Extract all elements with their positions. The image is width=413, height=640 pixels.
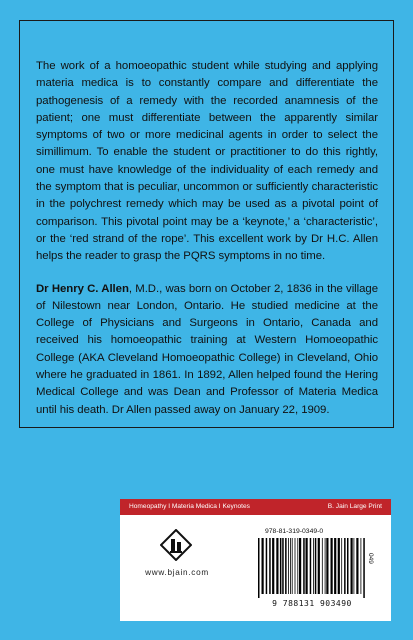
back-cover-text — [36, 58, 378, 434]
author-name: Dr Henry C. Allen — [36, 282, 129, 295]
publisher-panel — [120, 499, 391, 621]
bio-text: , M.D., was born on October 2, 1836 in the village of Nilestown near London, Ontario. He studied medicine at the College of Physicians and Surgeons in Ontario, Canada and received his homoeopathic training at Western Homoeopathic College (AKA Cleveland Homoeopathic College) in Cleveland, Ohio where he graduated in 1861. In 1892, Allen helped found the Hering Medical College and was Dean and Professor of Materia Medica until his death. Dr Allen passed away on January 22, 1909. — [36, 282, 378, 416]
category-band — [120, 499, 391, 515]
website-url[interactable]: www.bjain.com — [145, 568, 209, 577]
isbn-number: 978-81-319-0349-0 — [265, 528, 324, 535]
bjain-logo-icon — [160, 529, 192, 561]
barcode-digits: 9 788131 903490 — [272, 599, 352, 608]
blurb-paragraph: The work of a homoeopathic student while studying and applying materia medica is to constantly compare and differentiate the pathogenesis of a remedy with the recorded anamnesis of the patient; one must differentiate between the apparently similar symptoms of two or more medicinal agents in order to select the simillimum. To enable the student or practitioner to do this rightly, one must have knowledge of the individuality of each remedy and the symptom that is peculiar, uncommon or sufficiently characteristic in the polychrest remedy which may be used as a pivotal point of comparison. This pivotal point may be a ‘keynote,’ a ‘characteristic’, or the ‘red strand of the rope’. This excellent work by Dr H.C. Allen helps the reader to grasp the PQRS symptoms in no time. — [36, 60, 378, 263]
bio-paragraph — [36, 281, 378, 419]
series-label: B. Jain Large Print — [327, 503, 382, 510]
category-list: Homeopathy I Materia Medica I Keynotes — [129, 503, 250, 510]
barcode-icon — [256, 538, 368, 598]
price-code: 049 — [367, 553, 374, 564]
